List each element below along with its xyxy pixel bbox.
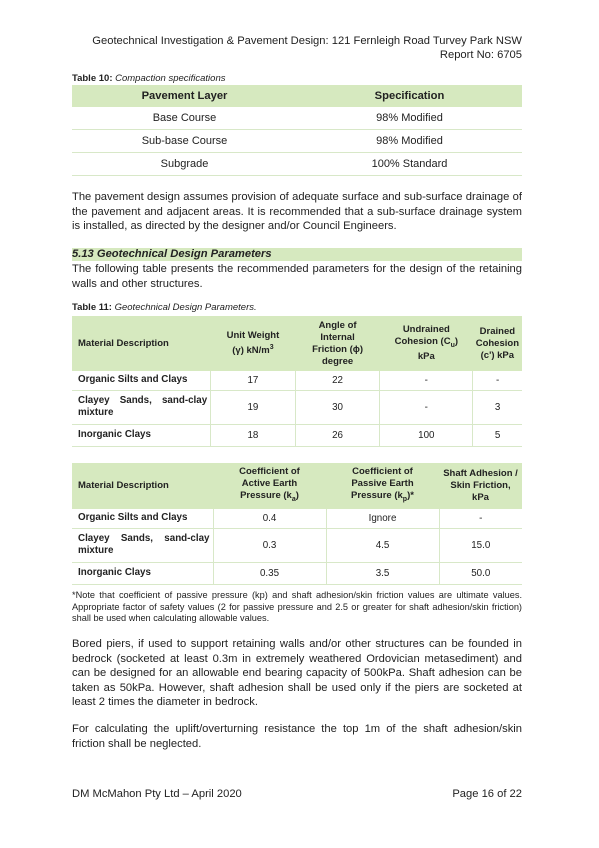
- table-cell: -: [380, 371, 473, 390]
- table-cell: 3: [473, 390, 522, 424]
- table11-label: Table 11:: [72, 302, 112, 313]
- table-cell: 22: [295, 371, 380, 390]
- table-cell: 0.4: [213, 509, 326, 528]
- table-cell: 100: [380, 424, 473, 446]
- table-cell: Ignore: [326, 509, 439, 528]
- table-row: [72, 130, 522, 153]
- report-header: [72, 34, 522, 62]
- table-cell: 100% Standard: [297, 153, 522, 176]
- intro-paragraph: The following table presents the recommended parameters for the design of the retaining walls and other structures.: [72, 263, 522, 290]
- section-heading: 5.13 Geotechnical Design Parameters: [72, 248, 522, 261]
- table-cell: 26: [295, 424, 380, 446]
- table-cell: Inorganic Clays: [72, 562, 213, 584]
- table-cell: 0.3: [213, 528, 326, 562]
- column-header: Angle of Internal Friction (ϕ) degree: [295, 316, 380, 371]
- geotech-parameters-table: [72, 316, 522, 447]
- table11-block: [72, 302, 522, 447]
- drainage-paragraph: The pavement design assumes provision of adequate surface and sub-surface drainage of the pavement and adjacent areas. It is recommended that a sub-surface drainage system is installed, as directed by the designer and/or Council Engineers.: [72, 191, 522, 232]
- table10-caption: [72, 73, 522, 85]
- table-row: [72, 528, 522, 562]
- column-header: Specification: [297, 85, 522, 107]
- table-row: [72, 390, 522, 424]
- page-footer: [72, 788, 522, 800]
- column-header: Drained Cohesion (c') kPa: [473, 316, 522, 371]
- table-cell: -: [439, 509, 522, 528]
- table-cell: 19: [211, 390, 296, 424]
- table-cell: 3.5: [326, 562, 439, 584]
- compaction-table: [72, 85, 522, 176]
- table-cell: Subgrade: [72, 153, 297, 176]
- note-paragraph: *Note that coefficient of passive pressure (kp) and shaft adhesion/skin friction values are ultimate values. Appropriate factor of safety values (2 for passive pressure and 2.5 or greater for shaft adhesion/skin friction) shall be used when calculating allowable values.: [72, 590, 522, 623]
- table-cell: 0.35: [213, 562, 326, 584]
- table-cell: Organic Silts and Clays: [72, 509, 213, 528]
- table-row: [72, 107, 522, 130]
- table-cell: Inorganic Clays: [72, 424, 211, 446]
- column-header: Pavement Layer: [72, 85, 297, 107]
- table-cell: 98% Modified: [297, 130, 522, 153]
- table-cell: 17: [211, 371, 296, 390]
- table-cell: -: [380, 390, 473, 424]
- column-header: Undrained Cohesion $(C_u)$ kPa: [380, 316, 473, 371]
- table-cell: Clayey Sands, sand-clay mixture: [72, 390, 211, 424]
- table10-label: Table 10:: [72, 73, 113, 84]
- table-row: [72, 509, 522, 528]
- table-cell: 50.0: [439, 562, 522, 584]
- table10-caption-text: Compaction specifications: [115, 73, 226, 84]
- table-cell: 30: [295, 390, 380, 424]
- bored-piers-paragraph: Bored piers, if used to support retaining walls and/or other structures can be founded in bedrock (socketed at least 0.3m in extremely weathered Ordovician metasediment) and can be designed for an allowable end bearing capacity of 500kPa. Shaft adhesion can be taken as 50kPa. However, shaft adhesion shall be used only if the piers are socketed at least 2 times the diameter in bedrock.: [72, 638, 522, 708]
- column-header: Coefficient of Active Earth Pressure $(k_a)$: [213, 463, 326, 509]
- table12-block: [72, 463, 522, 585]
- table-cell: Base Course: [72, 107, 297, 130]
- column-header: Material Description: [72, 316, 211, 371]
- table11-caption: [72, 302, 522, 314]
- table11-caption-text: Geotechnical Design Parameters.: [114, 302, 257, 313]
- header-report-no: Report No: 6705: [439, 49, 522, 61]
- table-cell: Sub-base Course: [72, 130, 297, 153]
- table-cell: Clayey Sands, sand-clay mixture: [72, 528, 213, 562]
- table-cell: 4.5: [326, 528, 439, 562]
- footer-page-number: Page 16 of 22: [452, 788, 522, 800]
- table-cell: 18: [211, 424, 296, 446]
- table-cell: Organic Silts and Clays: [72, 371, 211, 390]
- table-cell: 5: [473, 424, 522, 446]
- table-row: [72, 371, 522, 390]
- column-header: Shaft Adhesion / Skin Friction, kPa: [439, 463, 522, 509]
- table-row: [72, 424, 522, 446]
- column-header: Coefficient of Passive Earth Pressure $(k_p)*$: [326, 463, 439, 509]
- footer-company: DM McMahon Pty Ltd – April 2020: [72, 788, 242, 800]
- earth-pressure-table: [72, 463, 522, 585]
- table-row: [72, 153, 522, 176]
- header-title: Geotechnical Investigation & Pavement Design: 121 Fernleigh Road Turvey Park NSW: [92, 35, 522, 47]
- table-cell: -: [473, 371, 522, 390]
- uplift-paragraph: For calculating the uplift/overturning resistance the top 1m of the shaft adhesion/skin friction shall be neglected.: [72, 723, 522, 750]
- table-row: [72, 562, 522, 584]
- table10-block: [72, 73, 522, 176]
- column-header: Unit Weight (γ) $kN/m^3$: [211, 316, 296, 371]
- column-header: Material Description: [72, 463, 213, 509]
- table-cell: 15.0: [439, 528, 522, 562]
- table-cell: 98% Modified: [297, 107, 522, 130]
